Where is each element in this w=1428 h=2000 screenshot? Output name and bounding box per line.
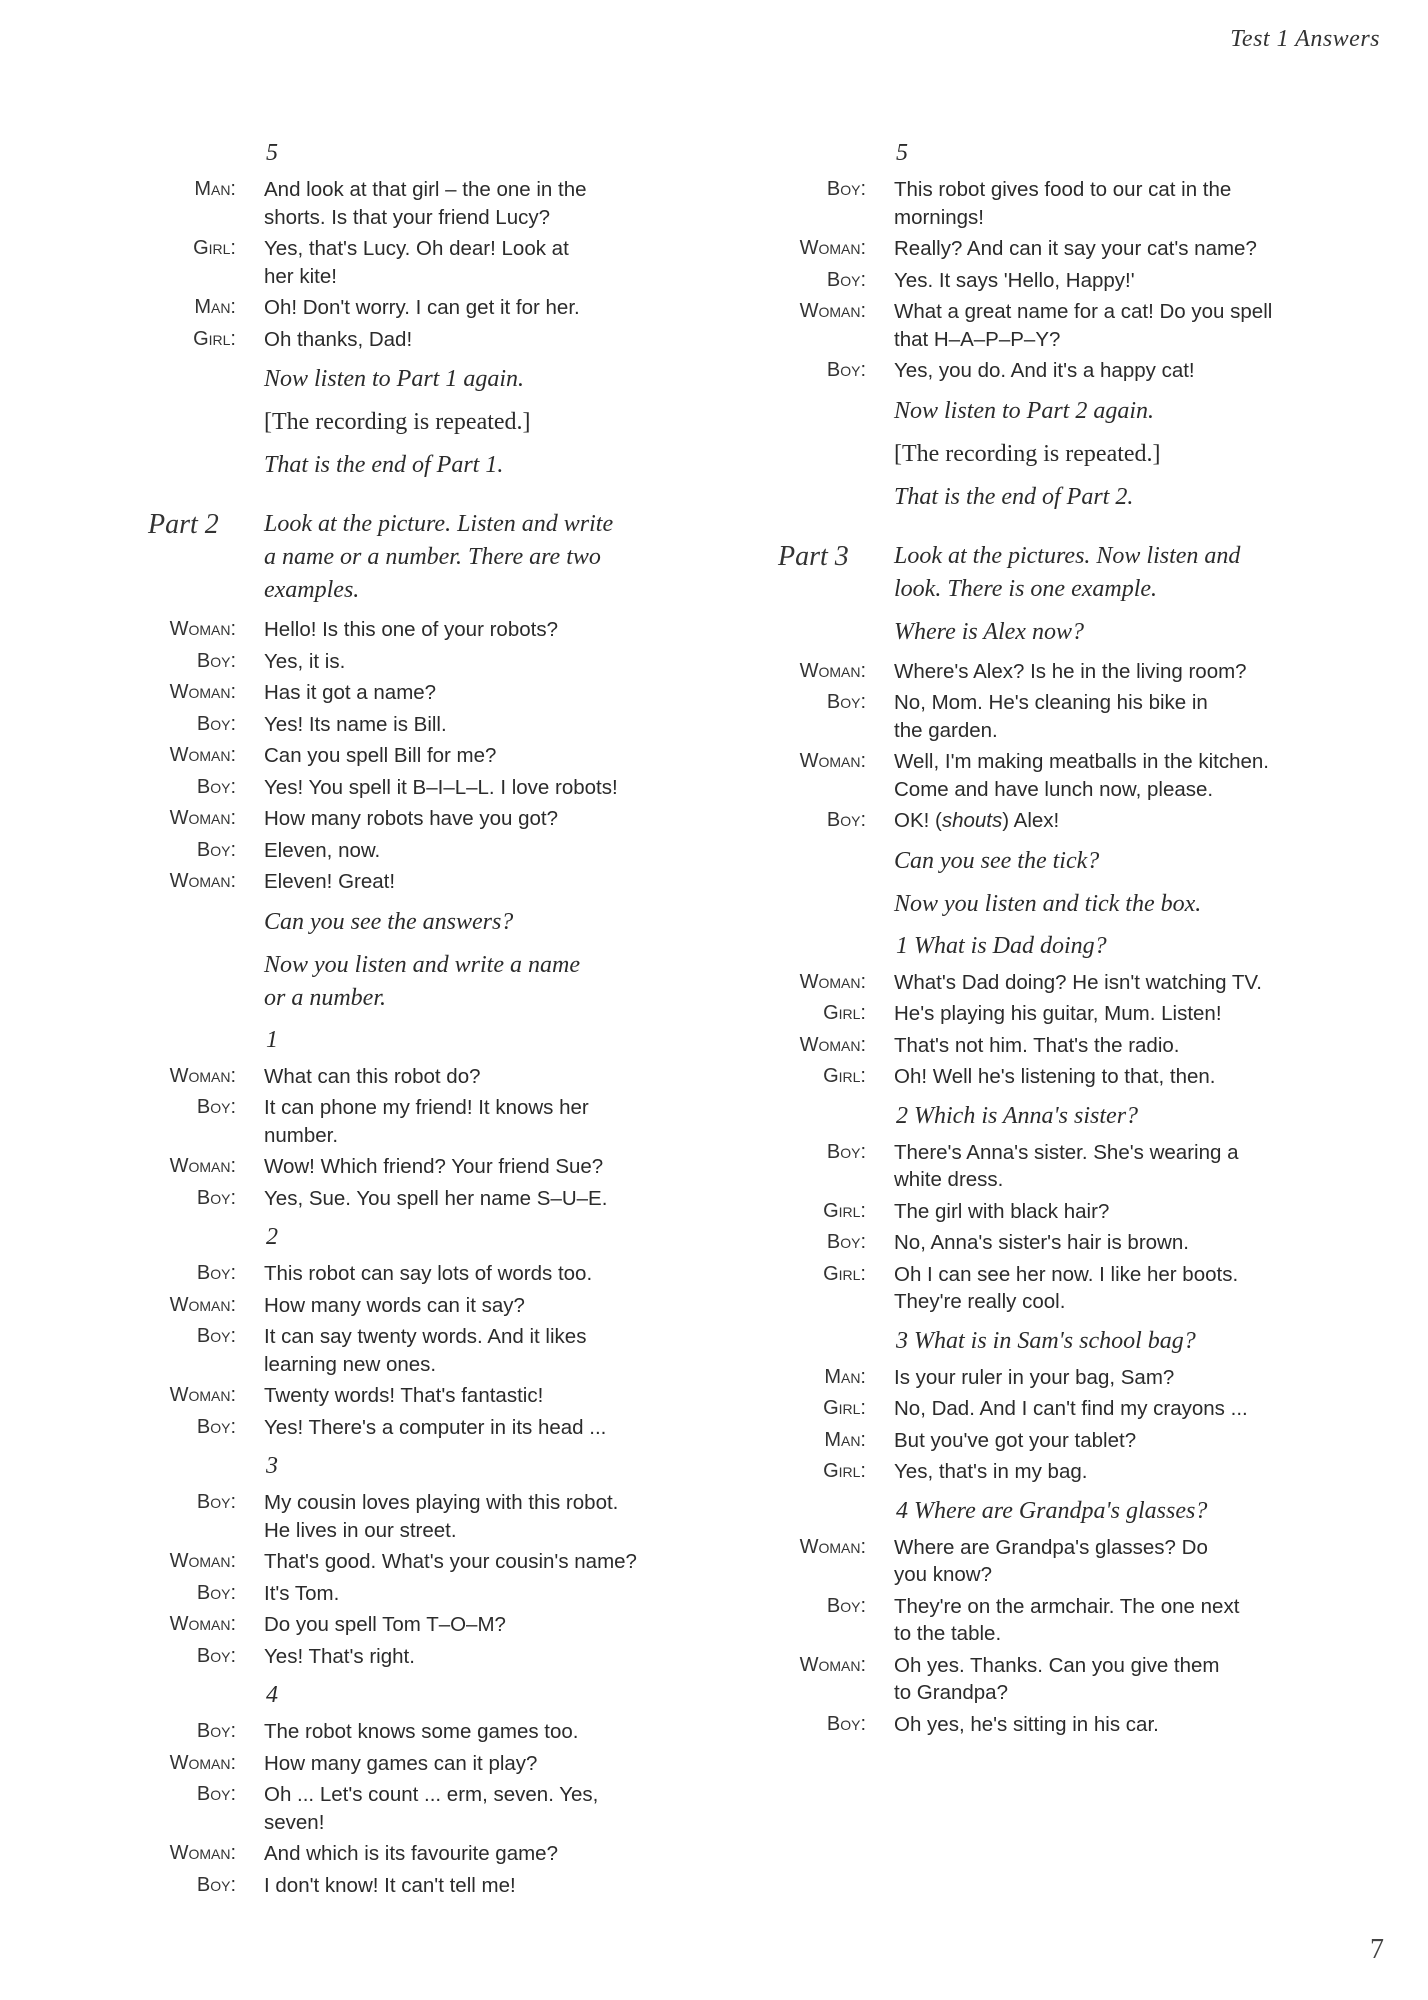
dialogue-line (780, 807, 1340, 835)
instruction-text: Can you see the tick? (894, 847, 1100, 874)
dialogue-text: number. (264, 1123, 339, 1147)
speaker-label: Boy: (196, 1581, 236, 1604)
dialogue-line (150, 1611, 720, 1639)
instruction (780, 438, 1340, 471)
dialogue-text: Hello! Is this one of your robots? (264, 618, 558, 641)
speaker-label: Woman: (799, 750, 866, 772)
speaker-label: Boy: (196, 1415, 236, 1438)
dialogue-text: He's playing his guitar, Mum. Listen! (894, 1002, 1222, 1025)
dialogue-line (780, 1711, 1340, 1739)
dialogue-text: Can you spell Bill for me? (264, 744, 497, 767)
question-number-text: 2 (266, 1224, 278, 1250)
dialogue-text: This robot can say lots of words too. (264, 1262, 593, 1285)
dialogue-line (780, 1198, 1340, 1226)
instruction-text: [The recording is repeated.] (264, 409, 531, 435)
dialogue-text: They're really cool. (894, 1290, 1066, 1313)
speaker-label: Woman: (169, 1384, 236, 1406)
dialogue-text: to the table. (894, 1622, 1002, 1645)
speaker-label: Boy: (196, 712, 236, 735)
speaker-label: Woman: (169, 1550, 236, 1572)
dialogue-text: Yes! You spell it B–I–L–L. I love robots! (264, 775, 618, 799)
speaker-label: Girl: (823, 1199, 866, 1222)
speaker-label: Boy: (196, 1644, 236, 1667)
dialogue-text: It's Tom. (264, 1581, 340, 1605)
dialogue-text: No, Mom. He's cleaning his bike in (894, 691, 1208, 714)
speaker-label: Boy: (826, 809, 866, 831)
dialogue-line (150, 711, 720, 739)
speaker-label: Man: (824, 1365, 866, 1388)
dialogue-line (150, 1840, 720, 1868)
question-number (780, 1496, 1340, 1526)
dialogue-line (780, 1652, 1340, 1707)
speaker-label: Girl: (823, 1065, 866, 1087)
question-number (780, 1101, 1340, 1131)
dialogue-line (150, 1323, 720, 1378)
instruction-text: That is the end of Part 2. (894, 483, 1134, 510)
dialogue-text: But you've got your tablet? (894, 1428, 1137, 1452)
speaker-label: Woman: (169, 1751, 236, 1774)
question-number (780, 138, 1340, 168)
question-number-text: 3 What is in Sam's school bag? (896, 1327, 1196, 1354)
question-number (150, 1222, 720, 1252)
dialogue-line (150, 294, 720, 322)
speaker-label: Woman: (799, 300, 866, 322)
dialogue-text: No, Anna's sister's hair is brown. (894, 1231, 1189, 1254)
dialogue-line (150, 1872, 720, 1900)
dialogue-line (150, 1489, 720, 1544)
dialogue-line (150, 805, 720, 833)
dialogue-line (780, 298, 1340, 353)
instruction-text: Can you see the answers? (264, 908, 514, 935)
dialogue-text: OK! (shouts) Alex! (894, 809, 1060, 832)
dialogue-text: Where's Alex? Is he in the living room? (894, 659, 1247, 683)
dialogue-line (780, 1063, 1340, 1091)
dialogue-text: Oh thanks, Dad! (264, 327, 413, 351)
dialogue-text: This robot gives food to our cat in the (894, 178, 1232, 201)
part-instruction: Look at the pictures. Now listen and (894, 542, 1241, 569)
speaker-label: Woman: (799, 659, 866, 682)
dialogue-text: Has it got a name? (264, 681, 437, 704)
dialogue-line (780, 1139, 1340, 1194)
speaker-label: Boy: (826, 1140, 866, 1163)
dialogue-text: It can phone my friend! It knows her (264, 1096, 589, 1119)
speaker-label: Boy: (196, 1096, 236, 1118)
instruction (150, 363, 720, 396)
dialogue-text: Oh yes. Thanks. Can you give them (894, 1653, 1220, 1677)
dialogue-line (150, 1185, 720, 1213)
speaker-label: Woman: (169, 807, 236, 829)
dialogue-line (780, 267, 1340, 295)
question-number-text: 1 What is Dad doing? (896, 932, 1107, 959)
dialogue-text: That's not him. That's the radio. (894, 1033, 1180, 1057)
instruction-text: Now listen to Part 1 again. (264, 366, 525, 392)
instruction-text: That is the end of Part 1. (264, 452, 504, 478)
dialogue-text: It can say twenty words. And it likes (264, 1325, 587, 1348)
dialogue-text: Yes, it is. (264, 649, 346, 673)
dialogue-text: What's Dad doing? He isn't watching TV. (894, 970, 1262, 994)
dialogue-line (150, 326, 720, 354)
running-head: Test 1 Answers (1230, 26, 1380, 52)
dialogue-line (780, 1458, 1340, 1486)
dialogue-text: learning new ones. (264, 1352, 437, 1376)
dialogue-text: No, Dad. And I can't find my crayons ... (894, 1397, 1248, 1420)
instruction (780, 888, 1340, 921)
speaker-label: Woman: (799, 970, 866, 993)
dialogue-text: That's good. What's your cousin's name? (264, 1550, 637, 1573)
instruction (150, 406, 720, 439)
dialogue-line (150, 742, 720, 770)
speaker-label: Man: (194, 178, 236, 200)
dialogue-text: And look at that girl – the one in the (264, 178, 587, 201)
dialogue-text: The robot knows some games too. (264, 1720, 579, 1743)
speaker-label: Boy: (196, 1186, 236, 1209)
dialogue-line (150, 1292, 720, 1320)
speaker-label: Woman: (169, 1613, 236, 1635)
speaker-label: Woman: (169, 1155, 236, 1177)
dialogue-line (150, 235, 720, 290)
speaker-label: Woman: (799, 237, 866, 259)
question-number-text: 4 Where are Grandpa's glasses? (896, 1497, 1208, 1524)
question-number (780, 931, 1340, 961)
instruction-text: Now listen to Part 2 again. (894, 397, 1155, 424)
question-number-text: 5 (896, 140, 908, 166)
dialogue-text: How many words can it say? (264, 1293, 525, 1317)
dialogue-text: They're on the armchair. The one next (894, 1594, 1240, 1618)
dialogue-line (780, 1593, 1340, 1648)
speaker-label: Boy: (196, 1262, 236, 1284)
dialogue-line (780, 176, 1340, 231)
dialogue-text: seven! (264, 1810, 325, 1834)
dialogue-text: Oh yes, he's sitting in his car. (894, 1712, 1159, 1736)
speaker-label: Girl: (823, 1460, 866, 1482)
speaker-label: Boy: (826, 268, 866, 291)
part-heading (780, 540, 1340, 606)
dialogue-line (780, 1395, 1340, 1423)
question-number-text: 3 (266, 1453, 278, 1479)
dialogue-text: the garden. (894, 718, 998, 742)
dialogue-line (780, 357, 1340, 385)
instruction-text: [The recording is repeated.] (894, 440, 1161, 467)
speaker-label: Boy: (826, 1594, 866, 1617)
speaker-label: Boy: (826, 359, 866, 381)
question-number-text: 4 (266, 1682, 278, 1708)
speaker-label: Boy: (196, 1873, 236, 1896)
dialogue-line (150, 1750, 720, 1778)
dialogue-line (780, 1364, 1340, 1392)
part-heading (150, 508, 720, 607)
speaker-label: Woman: (799, 1033, 866, 1056)
dialogue-text: What can this robot do? (264, 1064, 481, 1088)
speaker-label: Boy: (196, 1783, 236, 1805)
dialogue-line (150, 837, 720, 865)
speaker-label: Boy: (826, 691, 866, 713)
speaker-label: Woman: (169, 1064, 236, 1087)
speaker-label: Boy: (826, 1712, 866, 1735)
dialogue-line (780, 1229, 1340, 1257)
dialogue-text: The girl with black hair? (894, 1199, 1110, 1223)
instruction (780, 395, 1340, 428)
dialogue-line (150, 176, 720, 231)
dialogue-line (780, 1032, 1340, 1060)
dialogue-line (150, 1260, 720, 1288)
instruction (150, 906, 720, 939)
question-number (150, 138, 720, 168)
instruction-text: or a number. (264, 984, 387, 1011)
dialogue-text: that H–A–P–P–Y? (894, 327, 1061, 351)
instruction-text: Where is Alex now? (894, 618, 1084, 645)
dialogue-line (780, 969, 1340, 997)
dialogue-text: Well, I'm making meatballs in the kitchen. (894, 750, 1269, 773)
dialogue-text: Yes, Sue. You spell her name S–U–E. (264, 1186, 608, 1210)
dialogue-text: Oh! Don't worry. I can get it for her. (264, 296, 580, 319)
instruction (780, 616, 1340, 649)
dialogue-text: Oh ... Let's count ... erm, seven. Yes, (264, 1783, 599, 1806)
speaker-label: Woman: (169, 681, 236, 703)
dialogue-text: Where are Grandpa's glasses? Do (894, 1535, 1208, 1559)
dialogue-text: And which is its favourite game? (264, 1842, 558, 1865)
dialogue-text: Yes, that's in my bag. (894, 1460, 1088, 1483)
dialogue-line (150, 1718, 720, 1746)
speaker-label: Woman: (169, 870, 236, 892)
speaker-label: Girl: (193, 237, 236, 259)
dialogue-text: Yes! That's right. (264, 1644, 415, 1668)
dialogue-line (780, 1000, 1340, 1028)
dialogue-line (150, 868, 720, 896)
dialogue-line (780, 658, 1340, 686)
dialogue-line (150, 648, 720, 676)
left-column (150, 128, 720, 1899)
dialogue-text: her kite! (264, 264, 337, 288)
dialogue-text: Oh I can see her now. I like her boots. (894, 1262, 1239, 1286)
page-number: 7 (1370, 1934, 1384, 1965)
part-label: Part 3 (778, 540, 849, 572)
dialogue-line (780, 748, 1340, 803)
speaker-label: Girl: (823, 1397, 866, 1419)
dialogue-line (780, 1427, 1340, 1455)
question-number (150, 1680, 720, 1710)
dialogue-line (150, 1094, 720, 1149)
dialogue-text: Yes! There's a computer in its head ... (264, 1415, 607, 1439)
dialogue-line (150, 1382, 720, 1410)
dialogue-text: Really? And can it say your cat's name? (894, 237, 1257, 260)
question-number-text: 2 Which is Anna's sister? (896, 1102, 1139, 1129)
dialogue-line (150, 1580, 720, 1608)
dialogue-text: you know? (894, 1563, 993, 1586)
dialogue-text: I don't know! It can't tell me! (264, 1873, 516, 1897)
dialogue-text: Yes, that's Lucy. Oh dear! Look at (264, 237, 569, 260)
dialogue-line (150, 1063, 720, 1091)
instruction (780, 481, 1340, 514)
dialogue-text: Yes. It says 'Hello, Happy!' (894, 268, 1135, 292)
speaker-label: Woman: (169, 1842, 236, 1864)
dialogue-text: shorts. Is that your friend Lucy? (264, 205, 550, 229)
dialogue-line (780, 1534, 1340, 1589)
speaker-label: Woman: (799, 1653, 866, 1676)
dialogue-line (150, 679, 720, 707)
speaker-label: Boy: (196, 1491, 236, 1513)
dialogue-text: Eleven, now. (264, 838, 381, 862)
speaker-label: Girl: (193, 327, 236, 350)
question-number (780, 1326, 1340, 1356)
dialogue-text: Wow! Which friend? Your friend Sue? (264, 1155, 604, 1178)
dialogue-line (150, 1643, 720, 1671)
dialogue-text: Twenty words! That's fantastic! (264, 1384, 544, 1407)
right-column (780, 128, 1340, 1738)
dialogue-line (150, 1414, 720, 1442)
dialogue-line (780, 1261, 1340, 1316)
dialogue-line (150, 1548, 720, 1576)
speaker-label: Man: (824, 1428, 866, 1451)
dialogue-text: My cousin loves playing with this robot. (264, 1491, 619, 1514)
dialogue-text: to Grandpa? (894, 1681, 1008, 1704)
dialogue-text: Eleven! Great! (264, 870, 396, 893)
dialogue-text: Come and have lunch now, please. (894, 777, 1214, 801)
speaker-label: Woman: (169, 744, 236, 766)
dialogue-text: Do you spell Tom T–O–M? (264, 1613, 506, 1636)
dialogue-text: There's Anna's sister. She's wearing a (894, 1140, 1239, 1164)
speaker-label: Girl: (823, 1262, 866, 1285)
dialogue-line (150, 774, 720, 802)
dialogue-line (150, 1781, 720, 1836)
dialogue-text: How many games can it play? (264, 1751, 538, 1775)
dialogue-line (150, 1153, 720, 1181)
instruction (780, 845, 1340, 878)
question-number (150, 1451, 720, 1481)
speaker-label: Boy: (196, 838, 236, 861)
speaker-label: Boy: (196, 775, 236, 798)
speaker-label: Boy: (826, 1231, 866, 1253)
dialogue-text: Yes! Its name is Bill. (264, 712, 447, 736)
speaker-label: Boy: (196, 649, 236, 672)
speaker-label: Boy: (196, 1325, 236, 1347)
dialogue-line (150, 616, 720, 644)
dialogue-text: mornings! (894, 205, 985, 229)
part-instruction: look. There is one example. (894, 575, 1158, 602)
instruction-text: Now you listen and tick the box. (894, 890, 1202, 917)
dialogue-text: Oh! Well he's listening to that, then. (894, 1065, 1216, 1088)
dialogue-text: He lives in our street. (264, 1518, 457, 1542)
instruction (150, 949, 720, 1015)
dialogue-line (780, 689, 1340, 744)
speaker-label: Man: (194, 296, 236, 318)
question-number (150, 1025, 720, 1055)
part-instruction: examples. (264, 577, 360, 603)
instruction (150, 449, 720, 482)
speaker-label: Woman: (169, 1293, 236, 1316)
speaker-label: Boy: (826, 178, 866, 200)
dialogue-line (780, 235, 1340, 263)
dialogue-text: white dress. (894, 1168, 1004, 1191)
speaker-label: Girl: (823, 1002, 866, 1024)
speaker-label: Woman: (799, 1535, 866, 1558)
dialogue-text: Is your ruler in your bag, Sam? (894, 1365, 1175, 1389)
part-instruction: a name or a number. There are two (264, 544, 601, 570)
question-number-text: 5 (266, 140, 278, 166)
dialogue-text: How many robots have you got? (264, 807, 558, 830)
speaker-label: Boy: (196, 1720, 236, 1742)
speaker-label: Woman: (169, 618, 236, 640)
part-label: Part 2 (148, 509, 219, 540)
question-number-text: 1 (266, 1026, 278, 1053)
instruction-text: Now you listen and write a name (264, 951, 580, 978)
dialogue-text: Yes, you do. And it's a happy cat! (894, 359, 1195, 382)
dialogue-text: What a great name for a cat! Do you spell (894, 300, 1273, 323)
part-instruction: Look at the picture. Listen and write (264, 511, 614, 537)
